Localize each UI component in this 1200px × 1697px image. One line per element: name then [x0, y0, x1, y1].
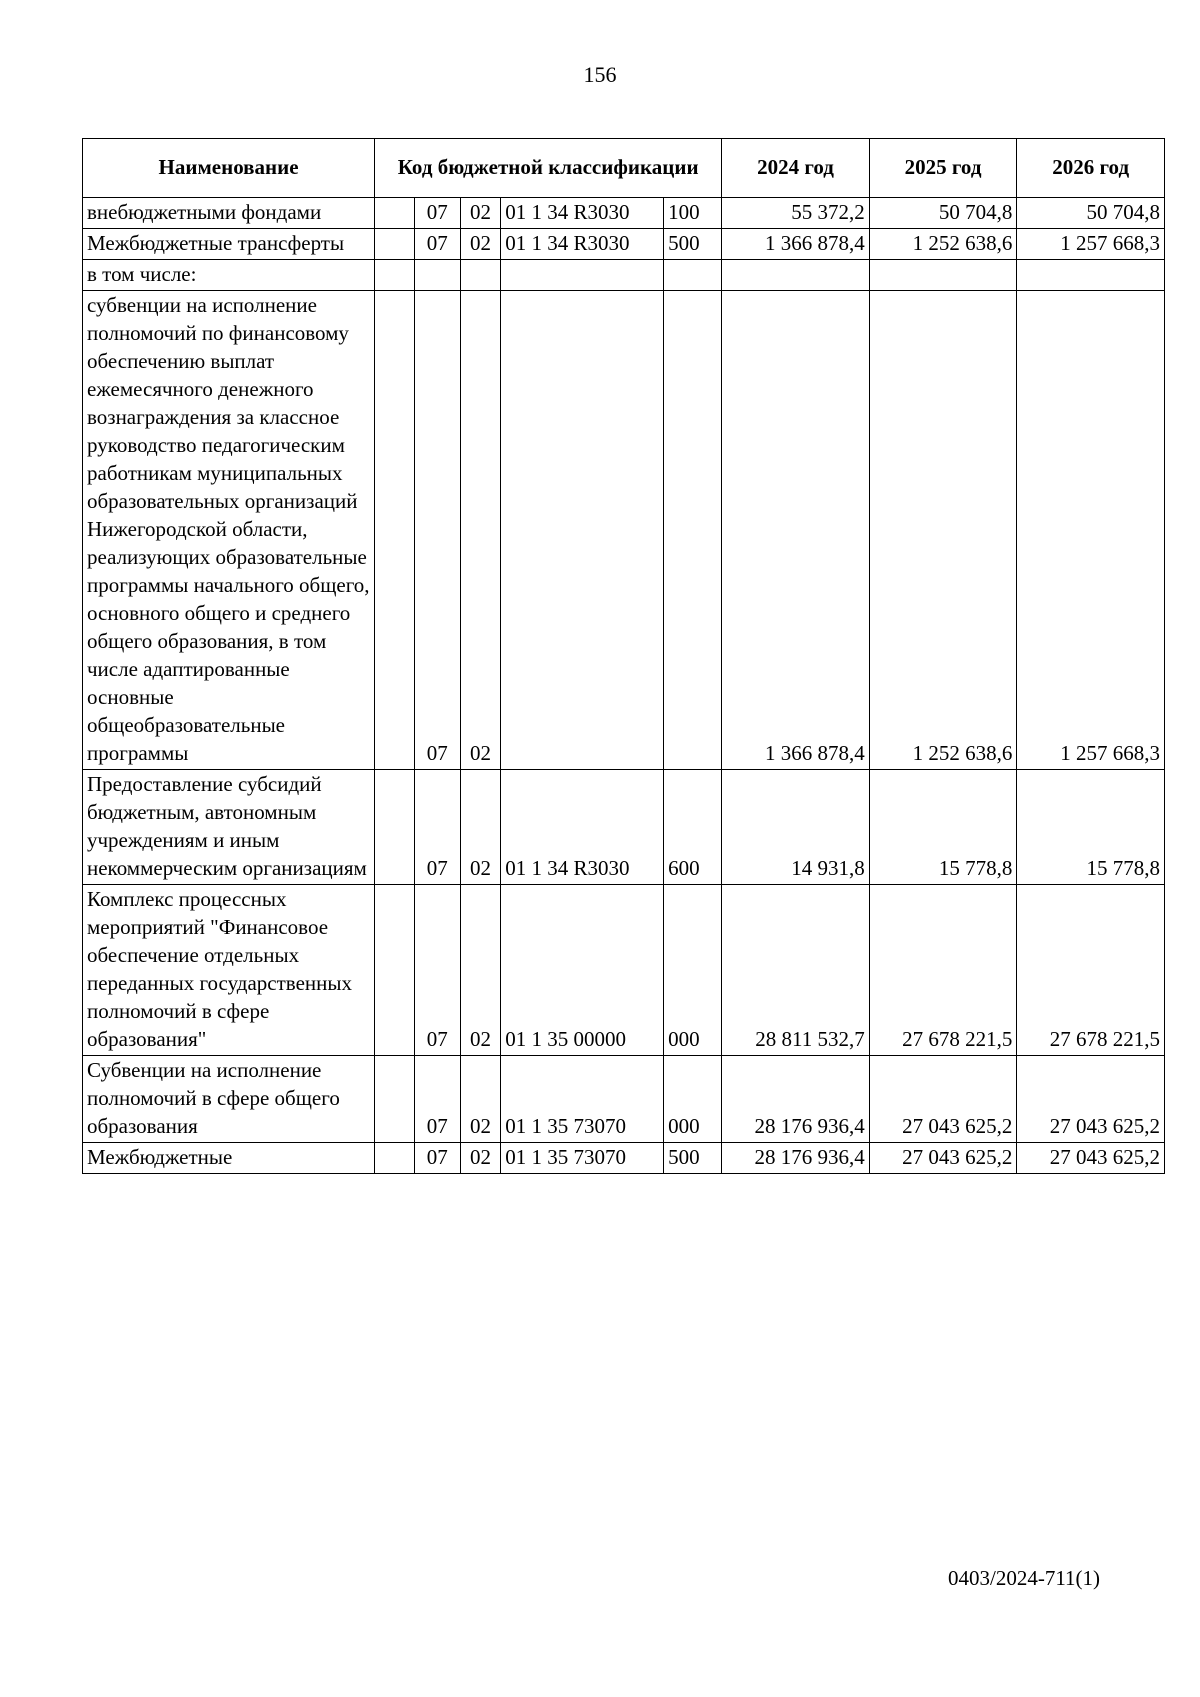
code-section: 07 [414, 1056, 460, 1143]
value-2026: 50 704,8 [1017, 198, 1165, 229]
code-target-article: 01 1 34 R3030 [501, 229, 664, 260]
header-row [83, 139, 1165, 198]
value-2025: 27 043 625,2 [869, 1143, 1017, 1174]
code-part-1 [375, 291, 415, 770]
value-2025: 1 252 638,6 [869, 229, 1017, 260]
code-subsection: 02 [460, 1056, 501, 1143]
header-year-2024: 2024 год [722, 139, 870, 198]
value-2026: 1 257 668,3 [1017, 291, 1165, 770]
code-section: 07 [414, 885, 460, 1056]
row-name: Межбюджетные трансферты [83, 229, 375, 260]
value-2025 [869, 260, 1017, 291]
table-row [83, 885, 1165, 1056]
value-2026: 27 043 625,2 [1017, 1056, 1165, 1143]
code-target-article: 01 1 35 00000 [501, 885, 664, 1056]
value-2026: 1 257 668,3 [1017, 229, 1165, 260]
code-subsection: 02 [460, 198, 501, 229]
code-part-1 [375, 1056, 415, 1143]
value-2026: 27 678 221,5 [1017, 885, 1165, 1056]
document-code: 0403/2024-711(1) [948, 1566, 1101, 1590]
code-expense-type: 100 [664, 198, 722, 229]
code-expense-type [664, 291, 722, 770]
table-row [83, 198, 1165, 229]
code-expense-type: 500 [664, 229, 722, 260]
row-name: в том числе: [83, 260, 375, 291]
code-section [414, 260, 460, 291]
code-target-article: 01 1 35 73070 [501, 1143, 664, 1174]
code-part-1 [375, 1143, 415, 1174]
code-section: 07 [414, 229, 460, 260]
header-code: Код бюджетной классификации [375, 139, 722, 198]
code-part-1 [375, 770, 415, 885]
code-section: 07 [414, 198, 460, 229]
code-part-1 [375, 198, 415, 229]
value-2026: 27 043 625,2 [1017, 1143, 1165, 1174]
row-name: Комплекс процессных мероприятий "Финансовое обеспечение отдельных переданных государственных полномочий в сфере образования" [83, 885, 375, 1056]
value-2025: 27 678 221,5 [869, 885, 1017, 1056]
code-expense-type [664, 260, 722, 291]
value-2024: 1 366 878,4 [722, 229, 870, 260]
value-2024: 55 372,2 [722, 198, 870, 229]
code-subsection: 02 [460, 885, 501, 1056]
table-header [83, 139, 1165, 198]
table-row [83, 291, 1165, 770]
value-2025: 50 704,8 [869, 198, 1017, 229]
code-expense-type: 600 [664, 770, 722, 885]
value-2024: 28 176 936,4 [722, 1056, 870, 1143]
code-expense-type: 000 [664, 1056, 722, 1143]
page-number: 156 [583, 62, 617, 87]
table-row [83, 229, 1165, 260]
code-subsection: 02 [460, 229, 501, 260]
value-2024: 28 811 532,7 [722, 885, 870, 1056]
code-section: 07 [414, 770, 460, 885]
value-2026: 15 778,8 [1017, 770, 1165, 885]
value-2024: 28 176 936,4 [722, 1143, 870, 1174]
code-target-article [501, 291, 664, 770]
value-2025: 1 252 638,6 [869, 291, 1017, 770]
code-part-1 [375, 260, 415, 291]
code-part-1 [375, 885, 415, 1056]
row-name: Межбюджетные [83, 1143, 375, 1174]
value-2024: 1 366 878,4 [722, 291, 870, 770]
value-2024 [722, 260, 870, 291]
table-body [83, 198, 1165, 1174]
code-subsection: 02 [460, 1143, 501, 1174]
value-2025: 15 778,8 [869, 770, 1017, 885]
budget-table [82, 138, 1165, 1174]
code-target-article: 01 1 35 73070 [501, 1056, 664, 1143]
code-subsection: 02 [460, 770, 501, 885]
code-expense-type: 500 [664, 1143, 722, 1174]
code-subsection [460, 260, 501, 291]
code-target-article: 01 1 34 R3030 [501, 198, 664, 229]
value-2024: 14 931,8 [722, 770, 870, 885]
header-year-2025: 2025 год [869, 139, 1017, 198]
table-row [83, 1056, 1165, 1143]
table-row [83, 1143, 1165, 1174]
row-name: внебюджетными фондами [83, 198, 375, 229]
code-section: 07 [414, 1143, 460, 1174]
row-name: субвенции на исполнение полномочий по финансовому обеспечению выплат ежемесячного денежного вознаграждения за классное руководство педагогическим работникам муниципальных образовательных организаций Нижегородской области, реализующих образовательные программы начального общего, основного общего и среднего общего образования, в том числе адаптированные основные общеобразовательные программы [83, 291, 375, 770]
code-expense-type: 000 [664, 885, 722, 1056]
code-part-1 [375, 229, 415, 260]
row-name: Предоставление субсидий бюджетным, автономным учреждениям и иным некоммерческим организациям [83, 770, 375, 885]
header-year-2026: 2026 год [1017, 139, 1165, 198]
code-target-article [501, 260, 664, 291]
code-target-article: 01 1 34 R3030 [501, 770, 664, 885]
value-2025: 27 043 625,2 [869, 1056, 1017, 1143]
table-row [83, 770, 1165, 885]
table-row [83, 260, 1165, 291]
value-2026 [1017, 260, 1165, 291]
code-subsection: 02 [460, 291, 501, 770]
code-section: 07 [414, 291, 460, 770]
row-name: Субвенции на исполнение полномочий в сфере общего образования [83, 1056, 375, 1143]
header-name: Наименование [83, 139, 375, 198]
